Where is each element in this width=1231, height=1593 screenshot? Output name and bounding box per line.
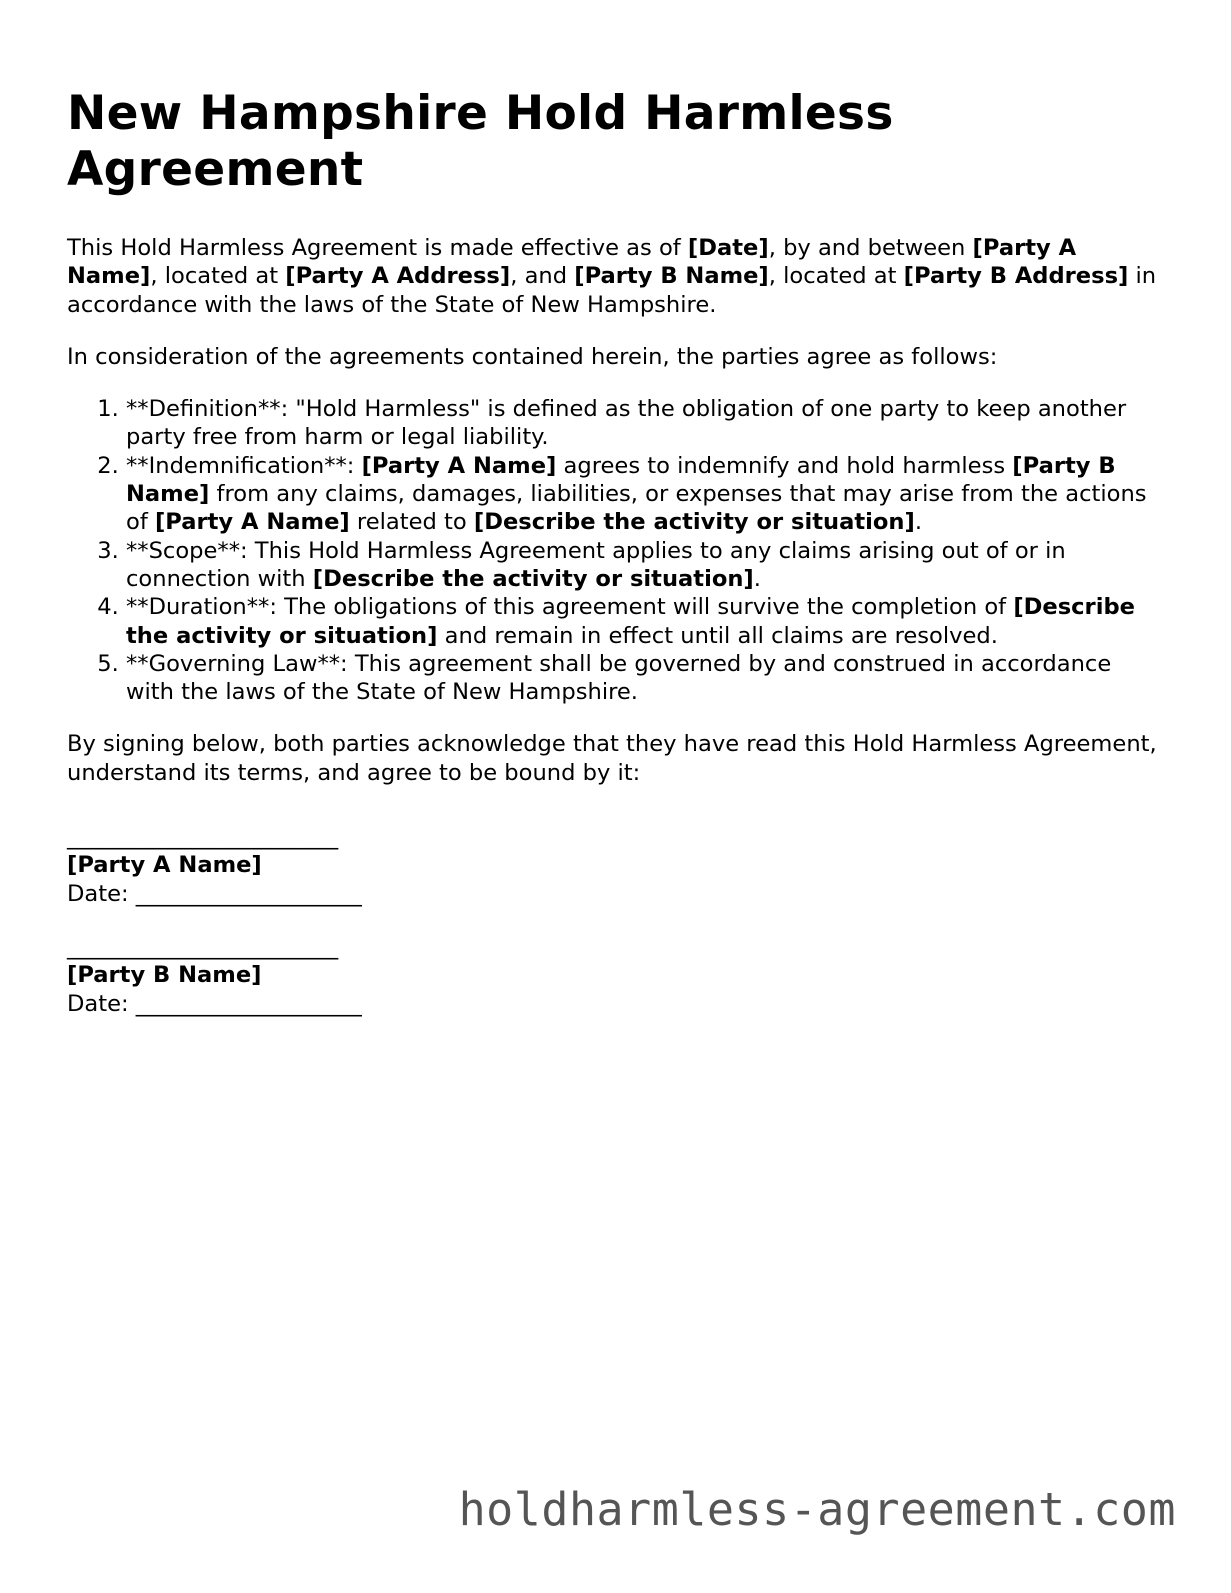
intro-text: , located at [768, 263, 904, 290]
clause-text: related to [349, 509, 474, 536]
clause-governing-law [126, 650, 1162, 707]
intro-text: , and [510, 263, 575, 290]
intro-paragraph [67, 234, 1162, 319]
date-label: Date: [67, 880, 136, 907]
party-b-name-placeholder: [Party B Name] [574, 263, 769, 290]
activity-placeholder: [Describe the activity or situation] [126, 594, 1135, 649]
date-placeholder: [Date] [687, 235, 769, 261]
clause-text: **Definition**: "Hold Harmless" is defined as the obligation of one party to keep another party free from harm or legal liability. [126, 396, 1127, 451]
clauses-list [67, 395, 1162, 706]
party-a-address-placeholder: [Party A Address] [285, 263, 511, 290]
party-b-name-placeholder: [Party B Name] [126, 452, 1116, 508]
clause-text: **Duration**: The obligations of this agreement will survive the completion of [126, 594, 1014, 621]
party-a-signature-name: [Party A Name] [67, 852, 262, 879]
clause-duration [126, 593, 1162, 650]
agreement-document [67, 86, 1162, 1018]
clause-text: agrees to indemnify and hold harmless [556, 452, 1013, 479]
signature-date-row [67, 990, 1162, 1018]
clause-text: and remain in effect until all claims are resolved. [437, 622, 998, 649]
clause-text: **Scope**: This Hold Harmless Agreement applies to any claims arising out of or in connection with [126, 537, 1066, 592]
intro-text: in accordance with the laws of the State of New Hampshire. [67, 263, 1157, 318]
party-a-name-placeholder: [Party A Name] [361, 452, 557, 479]
party-b-signature-name: [Party B Name] [67, 962, 262, 989]
date-line: ____________________ [135, 880, 362, 907]
intro-text: , by and between [768, 235, 973, 261]
party-b-address-placeholder: [Party B Address] [903, 263, 1129, 290]
signature-block-party-b [67, 933, 1162, 1018]
clause-text: **Governing Law**: This agreement shall be governed by and construed in accordance with the laws of the State of New Hampshire. [126, 650, 1112, 706]
signature-block-party-a [67, 823, 1162, 908]
clause-definition [126, 395, 1162, 452]
signature-line: ________________________ [67, 824, 339, 851]
clause-scope [126, 537, 1162, 594]
clause-text: . [914, 509, 923, 536]
clause-indemnification [126, 452, 1162, 537]
document-title: New Hampshire Hold Harmless Agreement [67, 86, 894, 197]
intro-text: This Hold Harmless Agreement is made effective as of [67, 235, 688, 261]
acknowledgment-paragraph: By signing below, both parties acknowledge that they have read this Hold Harmless Agreement, understand its terms, and agree to be bound by it: [67, 731, 1157, 786]
signature-date-row [67, 880, 1162, 908]
intro-text: , located at [150, 263, 286, 290]
party-a-name-placeholder: [Party A Name] [154, 509, 350, 536]
activity-placeholder: [Describe the activity or situation] [473, 509, 915, 536]
consideration-paragraph: In consideration of the agreements contained herein, the parties agree as follows: [67, 343, 998, 370]
date-label: Date: [67, 990, 136, 1017]
activity-placeholder: [Describe the activity or situation] [312, 565, 754, 592]
date-line: ____________________ [135, 990, 362, 1017]
website-watermark: holdharmless-agreement.com [458, 1483, 1176, 1536]
clause-text: **Indemnification**: [126, 452, 362, 479]
party-a-name-placeholder: [Party A Name] [67, 235, 1077, 290]
clause-text: . [753, 565, 761, 592]
signature-line: ________________________ [67, 933, 339, 960]
clause-text: from any claims, damages, liabilities, or expenses that may arise from the actions of [126, 481, 1147, 536]
